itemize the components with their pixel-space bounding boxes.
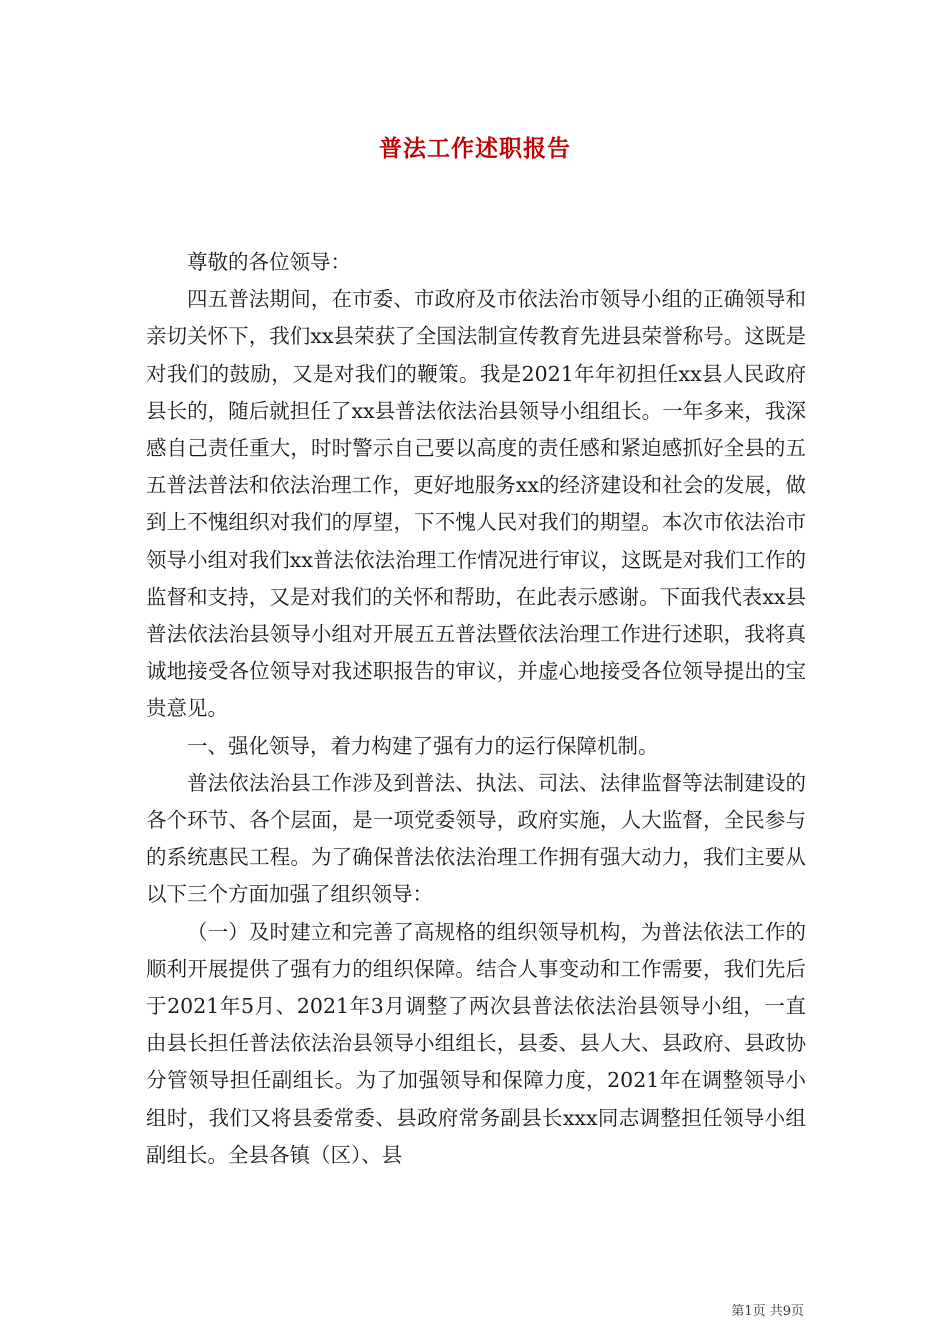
- document-body: [146, 244, 806, 1174]
- page-number-footer: 第1页 共9页: [731, 1304, 804, 1319]
- paragraph-salutation: 尊敬的各位领导：: [187, 250, 351, 274]
- paragraph-subsection-1: （一）及时建立和完善了高规格的组织领导机构，为普法依法工作的顺利开展提供了强有力的组织保障。结合人事变动和工作需要，我们先后于2021年5月、2021年3月调整了两次县普法依法治县领导小组，一直由县长担任普法依法治县领导小组组长，县委、县人大、县政府、县政协分管领导担任副组长。为了加强领导和保障力度，2021年在调整领导小组时，我们又将县委常委、县政府常务副县长xxx同志调整担任领导小组副组长。全县各镇（区）、县: [146, 919, 806, 1167]
- document-title: 普法工作述职报告: [379, 135, 571, 162]
- section-heading-1: 一、强化领导，着力构建了强有力的运行保障机制。: [187, 733, 659, 758]
- paragraph-section-1: 普法依法治县工作涉及到普法、执法、司法、法律监督等法制建设的各个环节、各个层面，是一项党委领导，政府实施，人大监督，全民参与的系统惠民工程。为了确保普法依法治理工作拥有强大动力，我们主要从以下三个方面加强了组织领导：: [146, 770, 806, 907]
- paragraph-intro: 四五普法期间，在市委、市政府及市依法治市领导小组的正确领导和亲切关怀下，我们xx县荣获了全国法制宣传教育先进县荣誉称号。这既是对我们的鼓励，又是对我们的鞭策。我是2021年年初担任xx县人民政府县长的，随后就担任了xx县普法依法治县领导小组组长。一年多来，我深感自己责任重大，时时警示自己要以高度的责任感和紧迫感抓好全县的五五普法普法和依法治理工作，更好地服务xx的经济建设和社会的发展，做到上不愧组织对我们的厚望，下不愧人民对我们的期望。本次市依法治市领导小组对我们xx普法依法治理工作情况进行审议，这既是对我们工作的监督和支持，又是对我们的关怀和帮助，在此表示感谢。下面我代表xx县普法依法治县领导小组对开展五五普法暨依法治理工作进行述职，我将真诚地接受各位领导对我述职报告的审议，并虚心地接受各位领导提出的宝贵意见。: [146, 287, 806, 721]
